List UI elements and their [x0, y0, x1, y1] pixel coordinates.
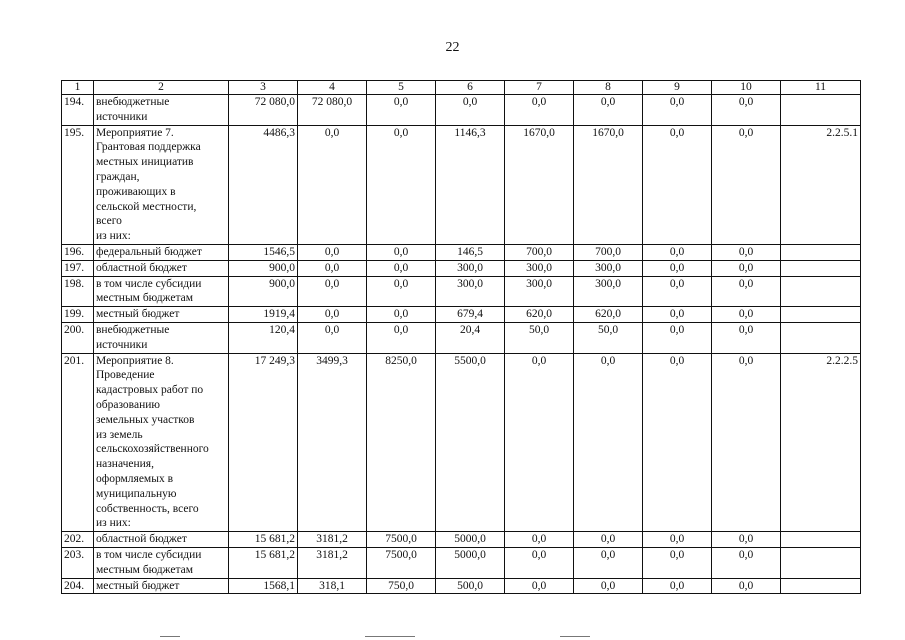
value-cell: 0,0: [712, 307, 781, 323]
value-cell: 0,0: [712, 244, 781, 260]
value-cell: 0,0: [367, 260, 436, 276]
description-line: местным бюджетам: [96, 292, 193, 305]
value-cell: 1670,0: [574, 125, 643, 244]
description-line: из земель: [96, 428, 143, 441]
value-cell: 3499,3: [298, 353, 367, 532]
bottom-edge-mark: [560, 636, 590, 637]
description-line: сельской местности,: [96, 200, 197, 213]
value-cell: 4486,3: [229, 125, 298, 244]
description-line: из них:: [96, 517, 131, 530]
value-cell: 0,0: [643, 547, 712, 578]
description-line: источники: [96, 110, 148, 123]
value-cell: 0,0: [367, 276, 436, 307]
value-cell: 1146,3: [436, 125, 505, 244]
value-cell: 3181,2: [298, 547, 367, 578]
value-cell: 500,0: [436, 578, 505, 594]
value-cell: 0,0: [367, 322, 436, 353]
table-row: [62, 532, 861, 548]
value-cell: 72 080,0: [298, 95, 367, 126]
value-cell: 0,0: [643, 276, 712, 307]
table-row: [62, 95, 861, 126]
value-cell: 8250,0: [367, 353, 436, 532]
description-line: в том числе субсидии: [96, 548, 202, 561]
value-cell: 0,0: [643, 322, 712, 353]
column-header: 5: [367, 81, 436, 95]
description-line: сельскохозяйственного: [96, 443, 209, 456]
description-line: внебюджетные: [96, 96, 170, 108]
row-number: 195.: [62, 125, 94, 244]
row-description: [94, 307, 229, 323]
value-cell: 0,0: [367, 244, 436, 260]
value-cell: 900,0: [229, 260, 298, 276]
value-cell: 0,0: [643, 353, 712, 532]
description-line: Мероприятие 8.: [96, 354, 174, 367]
description-line: Проведение: [96, 369, 155, 382]
value-cell: 0,0: [505, 547, 574, 578]
value-cell: 20,4: [436, 322, 505, 353]
value-cell: 72 080,0: [229, 95, 298, 126]
value-cell: 0,0: [574, 353, 643, 532]
column-header: 2: [94, 81, 229, 95]
description-line: кадастровых работ по: [96, 384, 204, 397]
table-row: [62, 322, 861, 353]
value-cell: 1670,0: [505, 125, 574, 244]
value-cell: 120,4: [229, 322, 298, 353]
row-number: 204.: [62, 578, 94, 594]
description-line: местных инициатив: [96, 156, 194, 169]
value-cell: 146,5: [436, 244, 505, 260]
row-description: [94, 578, 229, 594]
program-code: [781, 95, 861, 126]
value-cell: 0,0: [505, 95, 574, 126]
value-cell: 0,0: [574, 532, 643, 548]
value-cell: 0,0: [712, 322, 781, 353]
program-code: [781, 578, 861, 594]
description-line: муниципальную: [96, 487, 177, 500]
value-cell: 15 681,2: [229, 532, 298, 548]
value-cell: 0,0: [643, 307, 712, 323]
value-cell: 0,0: [298, 307, 367, 323]
column-header: 4: [298, 81, 367, 95]
value-cell: 300,0: [436, 276, 505, 307]
description-line: областной бюджет: [96, 261, 187, 274]
description-line: источники: [96, 338, 148, 351]
value-cell: 0,0: [643, 125, 712, 244]
table-row: [62, 125, 861, 244]
column-header: 7: [505, 81, 574, 95]
column-header: 9: [643, 81, 712, 95]
program-code: [781, 322, 861, 353]
value-cell: 700,0: [574, 244, 643, 260]
value-cell: 750,0: [367, 578, 436, 594]
table-row: [62, 353, 861, 532]
value-cell: 318,1: [298, 578, 367, 594]
value-cell: 50,0: [505, 322, 574, 353]
value-cell: 0,0: [505, 353, 574, 532]
value-cell: 7500,0: [367, 547, 436, 578]
row-description: [94, 276, 229, 307]
value-cell: 0,0: [574, 547, 643, 578]
value-cell: 300,0: [436, 260, 505, 276]
value-cell: 0,0: [436, 95, 505, 126]
value-cell: 0,0: [643, 578, 712, 594]
value-cell: 17 249,3: [229, 353, 298, 532]
value-cell: 679,4: [436, 307, 505, 323]
description-line: местный бюджет: [96, 308, 180, 321]
row-number: 203.: [62, 547, 94, 578]
program-code: [781, 307, 861, 323]
row-number: 196.: [62, 244, 94, 260]
value-cell: 900,0: [229, 276, 298, 307]
header-row: [62, 81, 861, 95]
value-cell: 0,0: [574, 95, 643, 126]
value-cell: 0,0: [643, 532, 712, 548]
value-cell: 0,0: [574, 578, 643, 594]
value-cell: 5000,0: [436, 532, 505, 548]
table-row: [62, 276, 861, 307]
description-line: образованию: [96, 398, 160, 411]
value-cell: 0,0: [712, 547, 781, 578]
program-code: [781, 547, 861, 578]
column-header: 1: [62, 81, 94, 95]
value-cell: 620,0: [505, 307, 574, 323]
value-cell: 0,0: [643, 260, 712, 276]
value-cell: 0,0: [712, 125, 781, 244]
description-line: назначения,: [96, 458, 154, 471]
value-cell: 1546,5: [229, 244, 298, 260]
description-line: местный бюджет: [96, 579, 180, 592]
row-number: 202.: [62, 532, 94, 548]
value-cell: 300,0: [505, 260, 574, 276]
program-code: [781, 532, 861, 548]
program-code: [781, 276, 861, 307]
value-cell: 15 681,2: [229, 547, 298, 578]
value-cell: 0,0: [643, 95, 712, 126]
value-cell: 700,0: [505, 244, 574, 260]
description-line: проживающих в: [96, 185, 176, 198]
program-code: 2.2.2.5: [781, 353, 861, 532]
value-cell: 0,0: [712, 276, 781, 307]
value-cell: 0,0: [367, 307, 436, 323]
bottom-edge-mark: [365, 636, 415, 637]
value-cell: 0,0: [505, 532, 574, 548]
description-line: из них:: [96, 230, 131, 243]
value-cell: 7500,0: [367, 532, 436, 548]
column-header: 6: [436, 81, 505, 95]
description-line: оформляемых в: [96, 472, 173, 485]
value-cell: 620,0: [574, 307, 643, 323]
page-number: 22: [445, 40, 460, 55]
column-header: 10: [712, 81, 781, 95]
description-line: земельных участков: [96, 413, 195, 426]
value-cell: 300,0: [574, 276, 643, 307]
table-row: [62, 547, 861, 578]
value-cell: 0,0: [712, 578, 781, 594]
row-description: [94, 260, 229, 276]
description-line: Мероприятие 7.: [96, 126, 174, 139]
table-row: [62, 307, 861, 323]
value-cell: 50,0: [574, 322, 643, 353]
column-header: 8: [574, 81, 643, 95]
table-body: [62, 95, 861, 594]
row-description: [94, 532, 229, 548]
program-code: [781, 260, 861, 276]
row-description: [94, 322, 229, 353]
row-number: 201.: [62, 353, 94, 532]
column-header: 3: [229, 81, 298, 95]
table-row: [62, 578, 861, 594]
value-cell: 0,0: [505, 578, 574, 594]
description-line: внебюджетные: [96, 323, 170, 336]
row-description: [94, 547, 229, 578]
row-number: 200.: [62, 322, 94, 353]
row-description: [94, 244, 229, 260]
description-line: всего: [96, 215, 122, 228]
program-code: [781, 244, 861, 260]
value-cell: 0,0: [712, 532, 781, 548]
value-cell: 0,0: [712, 95, 781, 126]
value-cell: 300,0: [505, 276, 574, 307]
value-cell: 0,0: [298, 244, 367, 260]
row-number: 194.: [62, 95, 94, 126]
value-cell: 0,0: [298, 276, 367, 307]
row-description: [94, 353, 229, 532]
row-number: 198.: [62, 276, 94, 307]
table-row: [62, 260, 861, 276]
value-cell: 0,0: [367, 95, 436, 126]
bottom-edge-mark: [160, 636, 180, 637]
description-line: в том числе субсидии: [96, 277, 202, 290]
row-number: 199.: [62, 307, 94, 323]
value-cell: 300,0: [574, 260, 643, 276]
row-description: [94, 125, 229, 244]
value-cell: 1568,1: [229, 578, 298, 594]
value-cell: 0,0: [712, 353, 781, 532]
value-cell: 5000,0: [436, 547, 505, 578]
value-cell: 0,0: [367, 125, 436, 244]
value-cell: 0,0: [298, 260, 367, 276]
value-cell: 1919,4: [229, 307, 298, 323]
description-line: местным бюджетам: [96, 563, 193, 576]
value-cell: 0,0: [298, 125, 367, 244]
value-cell: 5500,0: [436, 353, 505, 532]
value-cell: 0,0: [712, 260, 781, 276]
table-row: [62, 244, 861, 260]
description-line: федеральный бюджет: [96, 245, 202, 258]
row-number: 197.: [62, 260, 94, 276]
value-cell: 0,0: [643, 244, 712, 260]
description-line: собственность, всего: [96, 502, 199, 515]
description-line: граждан,: [96, 170, 140, 183]
budget-table: [61, 80, 861, 594]
value-cell: 3181,2: [298, 532, 367, 548]
row-description: [94, 95, 229, 126]
column-header: 11: [781, 81, 861, 95]
value-cell: 0,0: [298, 322, 367, 353]
description-line: областной бюджет: [96, 533, 187, 546]
description-line: Грантовая поддержка: [96, 141, 201, 154]
program-code: 2.2.5.1: [781, 125, 861, 244]
